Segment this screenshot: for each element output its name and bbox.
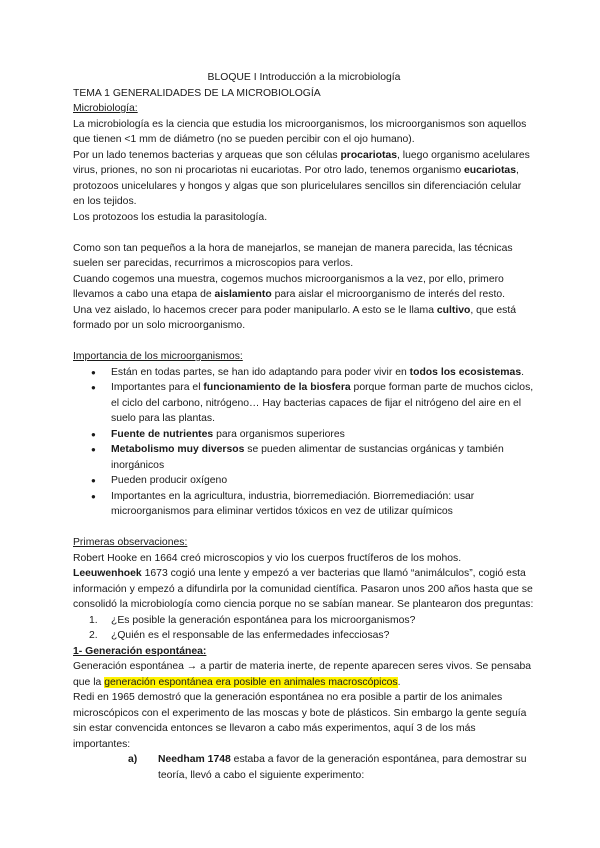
questions-list [73,613,535,644]
list-item: ● Importantes en la agricultura, industria, biorremediación. Biorremediación: usar microorganismos para eliminar vertidos tóxicos en vez de utilizar químicos [111,489,535,520]
list-item: ● Están en todas partes, se han ido adaptando para poder vivir en todos los ecosistemas. [111,365,535,381]
list-item: ● Importantes para el funcionamiento de la biosfera porque forman parte de muchos ciclos, el ciclo del carbono, nitrógeno… Hay bacterias capaces de fijar el nitrógeno del aire en el suelo para las plantas. [111,380,535,427]
list-item: 2. ¿Quién es el responsable de las enfermedades infecciosas? [89,630,390,641]
list-item: a) Needham 1748 estaba a favor de la generación espontánea, para demostrar su teoría, llevó a cabo el siguiente experimento: [128,754,527,781]
list-item: 1. ¿Es posible la generación espontánea para los microorganismos? [89,614,416,626]
paragraph: Por un lado tenemos bacterias y arqueas que son células procariotas, luego organismo acelulares virus, priones, no son ni procariotas ni eucariotas. Por otro lado, tenemos organismo eucariotas, protozoos unicelulares y hongos y algas que son pluricelulares sencillos sin diferenciación celular en los tejidos. [73,149,530,207]
observaciones-heading: Primeras observaciones: [73,537,188,548]
list-item: ● Pueden producir oxígeno [111,473,535,489]
document-title: BLOQUE I Introducción a la microbiología [207,72,401,83]
paragraph: Como son tan pequeños a la hora de manejarlos, se manejan de manera parecida, las técnicas suelen ser parecidas, recurrimos a microscopios para verlos. [73,242,513,269]
paragraph: Una vez aislado, lo hacemos crecer para poder manipularlo. A esto se le llama cultivo, que está formado por un solo microorganismo. [73,304,517,331]
paragraph: Leeuwenhoek 1673 cogió una lente y empezó a ver bacterias que llamó “animálculos”, cogió esta información y empezó a difundirla por la comunidad científica. Pasaron unos 200 años hasta que se consolidó la microbiología como ciencia porque no se sabían manear. Se plantearon dos preguntas: [73,568,534,610]
paragraph: Robert Hooke en 1664 creó microscopios y vio los cuerpos fructíferos de los mohos. [73,552,462,564]
document-content [73,70,535,783]
importancia-heading: Importancia de los microorganismos: [73,351,243,362]
list-item: ● Fuente de nutrientes para organismos superiores [111,427,535,443]
generacion-heading: 1- Generación espontánea: [73,645,207,657]
highlighted-text: generación espontánea era posible en animales macroscópicos [104,676,398,688]
paragraph: Los protozoos los estudia la parasitología. [73,211,268,223]
list-item: ● Metabolismo muy diversos se pueden alimentar de sustancias orgánicas y también inorgánicos [111,442,535,473]
microbiologia-heading: Microbiología: [73,103,138,114]
importancia-list [73,365,535,520]
paragraph: Redi en 1965 demostró que la generación espontánea no era posible a partir de los animales microscópicos con el experimento de las moscas y bote de plásticos. Sin embargo la gente seguía sin estar convencida entonces se llevaron a cabo más experimentos, aquí 3 de los más importantes: [73,692,527,750]
paragraph: Generación espontánea → a partir de materia inerte, de repente aparecen seres vivos. Se pensaba que la generación espontánea era posible en animales macroscópicos. [73,661,532,688]
paragraph: Cuando cogemos una muestra, cogemos muchos microorganismos a la vez, por ello, primero llevamos a cabo una etapa de aislamiento para aislar el microorganismo de interés del resto. [73,273,506,300]
tema-heading: TEMA 1 GENERALIDADES DE LA MICROBIOLOGÍA [73,87,321,99]
experiments-list [73,752,535,783]
paragraph: La microbiología es la ciencia que estudia los microorganismos, los microorganismos son aquellos que tienen <1 mm de diámetro (no se pueden percibir con el ojo humano). [73,118,527,145]
